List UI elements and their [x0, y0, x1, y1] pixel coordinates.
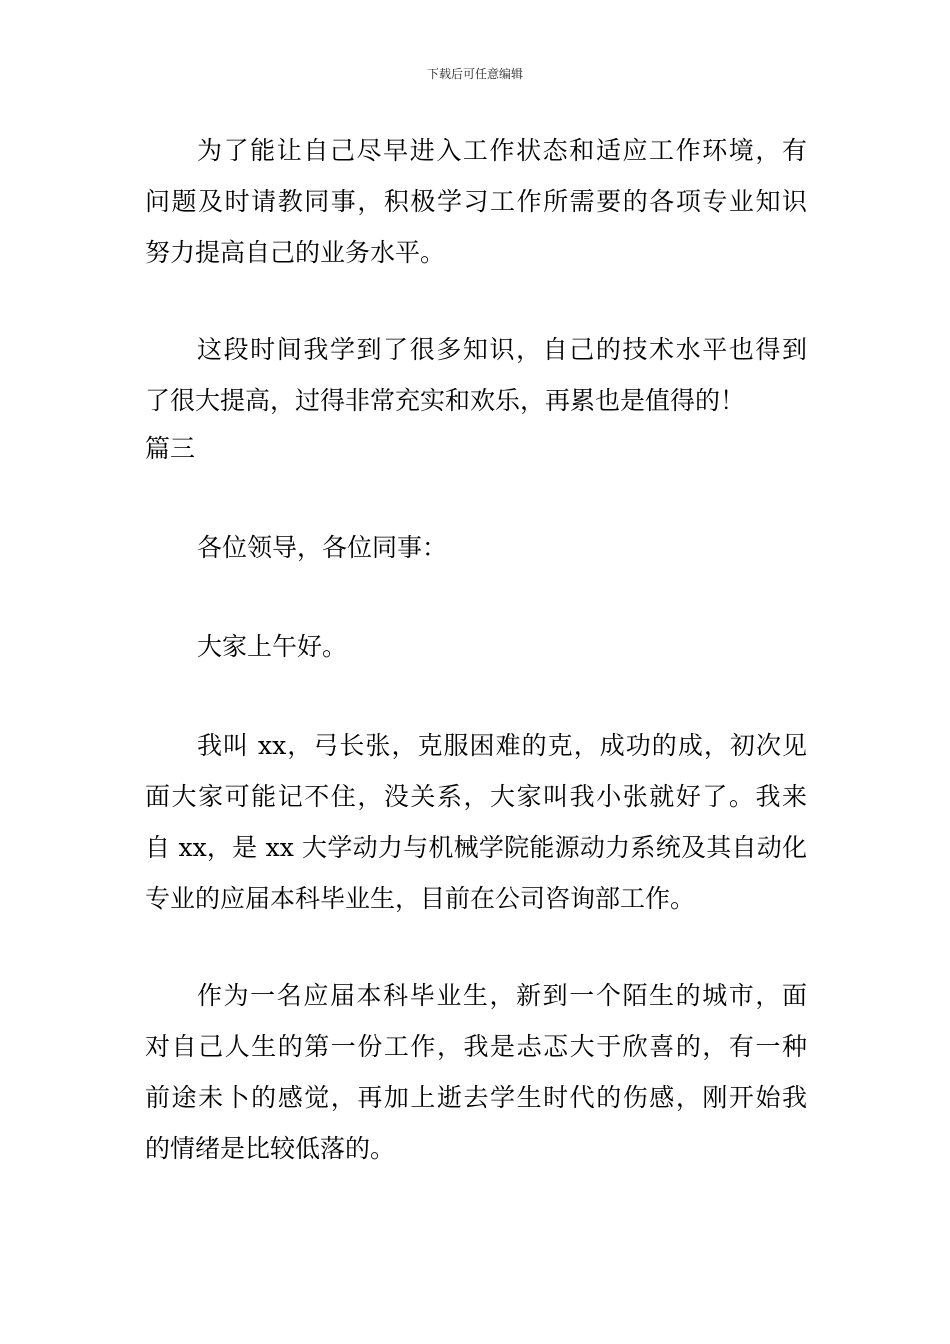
paragraph-line: 努力提高自己的业务水平。 — [145, 238, 446, 267]
paragraph-line: 专业的应届本科毕业生，目前在公司咨询部工作。 — [145, 884, 696, 913]
paragraph-1 — [145, 125, 807, 278]
paragraph-line: 我叫 xx，弓长张，克服困难的克，成功的成，初次见 — [197, 731, 807, 760]
section-heading-text: 篇三 — [145, 434, 196, 463]
self-introduction-paragraph — [145, 720, 807, 924]
paragraph-line: 作为一名应届本科毕业生，新到一个陌生的城市，面 — [197, 981, 807, 1010]
greeting-paragraph — [145, 522, 807, 573]
page-header-note: 下载后可任意编辑 — [426, 67, 523, 81]
paragraph-line: 自 xx，是 xx 大学动力与机械学院能源动力系统及其自动化 — [145, 833, 807, 862]
section-heading — [145, 423, 807, 474]
salutation-paragraph — [145, 621, 807, 672]
paragraph-line: 各位领导，各位同事： — [197, 533, 448, 562]
paragraph-line: 为了能让自己尽早进入工作状态和适应工作环境，有 — [197, 136, 807, 165]
paragraph-line: 的情绪是比较低落的。 — [145, 1134, 396, 1163]
paragraph-line: 这段时间我学到了很多知识，自己的技术水平也得到 — [197, 335, 807, 364]
paragraph-line: 面大家可能记不住，没关系，大家叫我小张就好了。我来 — [145, 782, 807, 811]
paragraph-line: 大家上午好。 — [197, 632, 348, 661]
paragraph-line: 对自己人生的第一份工作，我是忐忑大于欣喜的，有一种 — [145, 1032, 807, 1061]
paragraph-2 — [145, 324, 807, 426]
feelings-paragraph — [145, 970, 807, 1174]
paragraph-line: 问题及时请教同事，积极学习工作所需要的各项专业知识 — [145, 187, 807, 216]
paragraph-line: 了很大提高，过得非常充实和欢乐，再累也是值得的！ — [145, 386, 746, 415]
paragraph-line: 前途未卜的感觉，再加上逝去学生时代的伤感，刚开始我 — [145, 1083, 807, 1112]
